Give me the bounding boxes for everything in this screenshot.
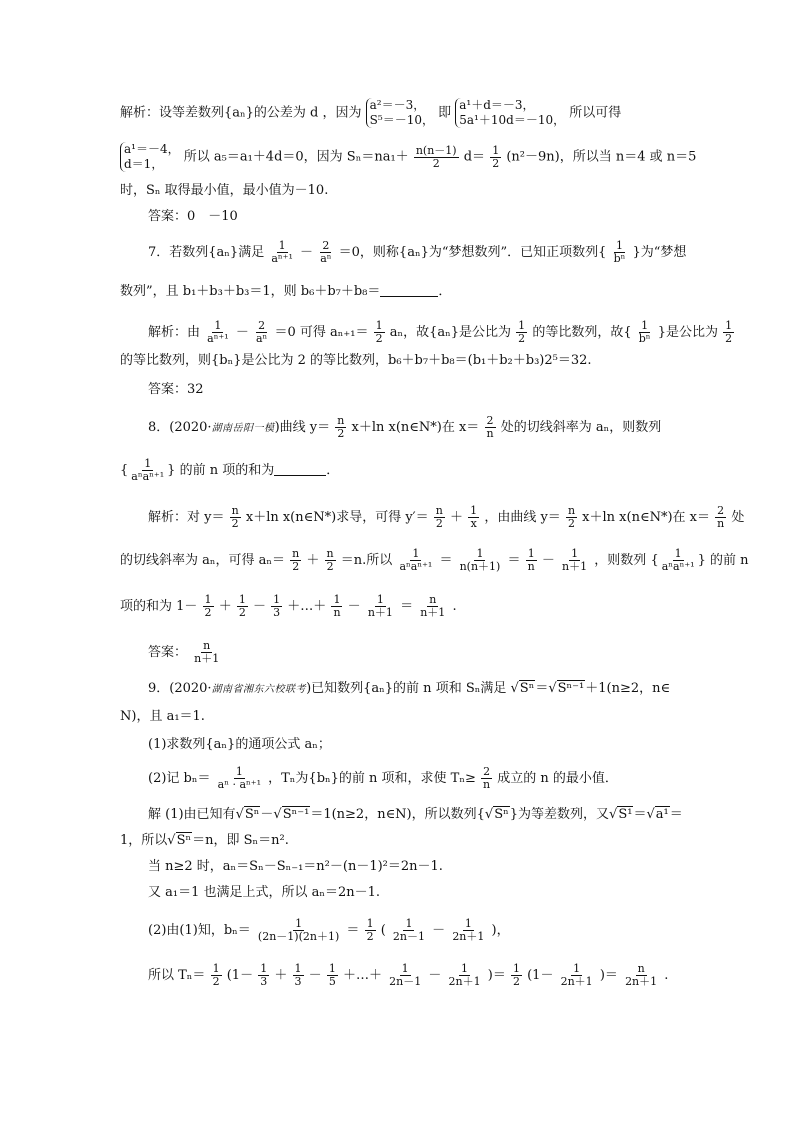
denominator: aⁿ xyxy=(320,252,332,265)
denominator: 2 xyxy=(725,332,733,345)
numerator: 1 xyxy=(615,239,623,252)
numerator: 1 xyxy=(214,319,222,332)
text: ＋ xyxy=(306,553,320,568)
numerator: 1 xyxy=(144,457,152,470)
numerator: 2 xyxy=(486,414,494,427)
text: 解析：由 xyxy=(148,325,201,340)
denominator: 2 xyxy=(492,156,500,170)
denominator: 2n＋1 xyxy=(448,975,481,988)
numerator: n xyxy=(435,504,443,517)
denominator: 2 xyxy=(366,930,374,943)
numerator: 1 xyxy=(518,319,526,332)
denominator: (2n－1)(2n＋1) xyxy=(257,930,340,943)
numerator: 1 xyxy=(527,547,535,560)
sqrt: Sⁿ xyxy=(519,681,535,696)
fraction xyxy=(490,145,501,170)
numerator: n xyxy=(567,504,576,517)
numerator: 1 xyxy=(366,917,374,930)
text: ＝0，则称{aₙ}为“梦想数列”．已知正项数列{ xyxy=(338,245,607,260)
fraction xyxy=(366,594,395,619)
numerator: 1 xyxy=(212,962,220,975)
text: ＝ xyxy=(669,807,683,822)
p9-solution-line-1: 解 (1)由已知有√Sⁿ－√Sⁿ⁻¹＝1(n≥2，n∈N)，所以数列{√Sⁿ}为等差数列，又√S¹＝√a¹＝ xyxy=(148,807,683,822)
text: 解析：设等差数列{aₙ}的公差为 d ，因为 xyxy=(120,105,362,121)
text: 答案： xyxy=(148,645,188,660)
denominator: 2 xyxy=(518,332,526,345)
text: (n²－9n)，所以当 n＝4 或 n＝5 xyxy=(506,149,697,165)
denominator: 2n－1 xyxy=(389,975,422,988)
text: ＝n，即 Sₙ＝n². xyxy=(192,833,289,848)
denominator: aⁿaⁿ⁺¹ xyxy=(661,560,695,573)
fraction xyxy=(560,548,589,573)
text: 答案：32 xyxy=(148,382,204,397)
text: ＝ xyxy=(492,968,506,983)
p9-question-line-1: 9．(2020·湖南省湘东六校联考)已知数列{aₙ}的前 n 项和 Sₙ满足 √Sⁿ＝√Sⁿ⁻¹＋1(n≥2，n∈ xyxy=(148,681,671,696)
text: ＝n.所以 xyxy=(340,553,393,568)
numerator: 1 xyxy=(260,962,268,975)
text: ＝ xyxy=(400,599,414,614)
p9-question-part-2 xyxy=(148,766,618,791)
denominator: n＋1 xyxy=(194,652,220,665)
sqrt: a¹ xyxy=(655,807,669,822)
p7-question-line-1 xyxy=(148,240,686,265)
numerator: 1 xyxy=(725,319,733,332)
fraction xyxy=(723,320,734,345)
text: (2)由(1)知，bₙ＝ xyxy=(148,923,251,938)
denominator: 5 xyxy=(328,975,336,988)
numerator: 1 xyxy=(376,593,384,606)
numerator: 1 xyxy=(512,962,520,975)
fraction xyxy=(397,548,434,573)
text: － xyxy=(252,599,266,614)
fraction xyxy=(511,963,522,988)
denominator: 2n－1 xyxy=(392,930,426,943)
text: ＋…＋ xyxy=(287,599,327,614)
text: x＋ln x(n∈N*)求导，可得 y′＝ xyxy=(245,510,429,525)
text: 的前 n xyxy=(710,553,749,568)
text: 的前 n 项的和为 xyxy=(179,463,275,478)
fraction xyxy=(391,918,427,943)
numerator: n xyxy=(203,639,211,652)
text: 的等比数列，则{bₙ}是公比为 2 的等比数列，b₆＋b₇＋b₈＝(b₁＋b₂＋b₃)2⁵＝32. xyxy=(120,353,592,368)
denominator: 2 xyxy=(512,975,520,988)
p7-solution-line-1 xyxy=(148,320,735,345)
fraction xyxy=(559,963,595,988)
text: ＋ xyxy=(274,968,288,983)
fraction xyxy=(414,145,459,170)
p8-solution-line-2: 的切线斜率为 aₙ，可得 aₙ＝ $\frac{n}{2}$ ＋ $\frac{n}{2}$ ＝n.所以 $\frac{1}{\text{aⁿaⁿ⁺¹}}$ ＝ $\frac{1}{n(n+1)}$ ＝ $\frac{1}{n}$ － $\frac{1}{n+1}$ ，则数列 { $\frac{1}{\text{aⁿaⁿ⁺¹}}$ } 的前 n xyxy=(120,547,749,573)
sqrt: Sⁿ xyxy=(176,833,192,848)
fraction xyxy=(216,766,263,791)
fraction xyxy=(374,320,385,345)
text: ＝0 可得 aₙ₊₁＝ xyxy=(274,325,369,340)
text: d＝1， xyxy=(124,157,164,171)
text: ， xyxy=(496,923,510,938)
text: ，则数列 xyxy=(594,553,647,568)
denominator: n xyxy=(527,560,535,573)
sqrt: Sⁿ xyxy=(494,807,509,822)
numerator: 1 xyxy=(204,593,212,606)
p6-solution-line-1 xyxy=(120,98,621,128)
denominator: 2 xyxy=(326,560,334,573)
fraction xyxy=(318,240,333,265)
p7-solution-line-2 xyxy=(120,352,592,370)
p6-solution-line-2 xyxy=(120,142,696,172)
text: x＋ln x(n∈N*)在 x＝ xyxy=(582,510,710,525)
denominator: 2n＋1 xyxy=(452,930,485,943)
fraction xyxy=(418,594,447,619)
fraction xyxy=(254,320,269,345)
denominator: aⁿ⁺¹ xyxy=(207,332,229,345)
denominator: n xyxy=(483,778,491,791)
p9-solution-line-6: 所以 Tₙ＝ $\frac{1}{2}$ (1－ $\frac{1}{3}$ ＋ $\frac{1}{3}$ － $\frac{1}{5}$ ＋…＋ $\frac{1}{2n-1}$ － $\frac{1}{2n+1}$ )＝ $\frac{1}{2}$ (1－ $\frac{1}{2n+1}$ )＝ $\frac{n}{2n+1}$ . xyxy=(148,962,669,988)
text: 8．(2020· xyxy=(148,420,212,435)
denominator: aⁿ⁺¹ xyxy=(271,252,293,265)
text: ＝ xyxy=(604,968,618,983)
numerator: 1 xyxy=(461,962,469,975)
p9-question-part-1 xyxy=(148,736,331,754)
p9-question-line-2 xyxy=(120,708,205,726)
p7-question-line-2 xyxy=(120,283,451,301)
text: ＝1(n≥2，n∈N)，所以数列{ xyxy=(310,807,485,822)
fraction xyxy=(365,918,376,943)
fraction xyxy=(205,320,231,345)
denominator: 2 xyxy=(567,517,575,530)
text: S⁵＝－10， xyxy=(369,113,434,127)
sqrt: Sⁿ⁻¹ xyxy=(282,807,310,822)
denominator: 2 xyxy=(292,560,300,573)
text: x＋ln x(n∈N*)在 x＝ xyxy=(351,420,480,435)
denominator: n＋1 xyxy=(367,606,393,619)
p9-solution-line-3 xyxy=(148,858,443,876)
fraction xyxy=(387,963,423,988)
text: － xyxy=(235,325,249,340)
p9-solution-line-2: 1，所以√Sⁿ＝n，即 Sₙ＝n². xyxy=(120,833,289,848)
text: 7．若数列{aₙ}满足 xyxy=(148,245,265,260)
sqrt: Sⁿ⁻¹ xyxy=(557,681,585,696)
text: 的等比数列，故{ xyxy=(532,325,632,340)
text: ，Tₙ为{bₙ}的前 n 项和，求使 Tₙ≥ xyxy=(268,771,476,786)
text: － xyxy=(260,807,274,822)
numerator: 1 xyxy=(476,547,484,560)
p6-answer xyxy=(148,208,238,226)
fraction xyxy=(211,963,222,988)
p8-solution-line-1 xyxy=(148,505,744,530)
numerator: n xyxy=(337,414,345,427)
equation-system-1 xyxy=(366,98,434,128)
text: 9．(2020· xyxy=(148,681,212,696)
text: 所以 a₅＝a₁＋4d＝0，因为 Sₙ＝na₁＋ xyxy=(183,149,409,165)
text: ＋ xyxy=(218,599,232,614)
numerator: 1 xyxy=(470,504,478,517)
denominator: 2 xyxy=(238,606,246,619)
denominator: 2 xyxy=(375,332,383,345)
fraction xyxy=(331,594,342,619)
numerator: 1 xyxy=(401,962,409,975)
text: d＝ xyxy=(463,149,486,165)
fraction xyxy=(290,548,301,573)
denominator: bⁿ xyxy=(638,332,651,345)
denominator: 3 xyxy=(294,975,302,988)
p7-answer xyxy=(148,381,204,399)
text: N)，且 a₁＝1. xyxy=(120,709,205,724)
text: 当 n≥2 时，aₙ＝Sₙ－Sₙ₋₁＝n²－(n－1)²＝2n－1. xyxy=(148,859,443,874)
text: － xyxy=(300,245,314,260)
text: － xyxy=(428,968,442,983)
text: － xyxy=(541,553,555,568)
denominator: 3 xyxy=(273,606,281,619)
denominator: n(n＋1) xyxy=(459,560,501,573)
numerator: n xyxy=(231,504,239,517)
denominator: aⁿaⁿ⁺¹ xyxy=(399,560,433,573)
denominator: n xyxy=(333,606,341,619)
text: 所以 Tₙ＝ xyxy=(148,968,206,983)
text: . xyxy=(452,599,457,614)
fraction xyxy=(230,505,241,530)
text: 解 (1)由已知有 xyxy=(148,807,236,822)
denominator: 3 xyxy=(260,975,268,988)
text: － xyxy=(308,968,322,983)
fraction xyxy=(715,505,726,530)
denominator: aⁿaⁿ⁺¹ xyxy=(131,470,165,483)
text: ． xyxy=(438,284,452,299)
fraction xyxy=(447,963,483,988)
denominator: n xyxy=(486,427,494,440)
text: 成立的 n 的最小值． xyxy=(497,771,618,786)
fraction xyxy=(271,594,282,619)
numerator: 1 xyxy=(405,917,413,930)
denominator: bⁿ xyxy=(613,252,626,265)
fraction xyxy=(258,963,269,988)
text: 5a¹＋10d＝－10， xyxy=(459,113,566,127)
text: )曲线 y＝ xyxy=(274,420,331,435)
fraction xyxy=(637,320,653,345)
text: 又 a₁＝1 也满足上式，所以 aₙ＝2n－1. xyxy=(148,885,381,900)
text: 即 xyxy=(438,105,452,121)
fraction xyxy=(335,415,346,440)
text: }是公比为 xyxy=(657,325,718,340)
text: 解析：对 y＝ xyxy=(148,510,225,525)
text: }为“梦想 xyxy=(632,245,687,260)
numerator: 1 xyxy=(278,239,286,252)
denominator: 2 xyxy=(204,606,212,619)
text: . xyxy=(664,968,669,983)
fraction xyxy=(623,963,659,988)
fraction xyxy=(526,548,537,573)
denominator: n xyxy=(717,517,725,530)
fraction xyxy=(256,918,341,943)
text: ＝ xyxy=(346,923,360,938)
text: 数列”，且 b₁＋b₃＋b₃＝1，则 b₆＋b₇＋b₈＝ xyxy=(120,284,381,299)
text: ，由曲线 y＝ xyxy=(484,510,561,525)
numerator: 1 xyxy=(295,917,303,930)
text: ＋…＋ xyxy=(342,968,382,983)
fraction xyxy=(660,548,697,573)
source-tag: 湖南省湘东六校联考 xyxy=(211,684,307,695)
text: a¹＝－4， xyxy=(124,142,180,156)
text: ． xyxy=(326,463,340,478)
text: － xyxy=(432,923,446,938)
p9-solution-line-5: (2)由(1)知，bₙ＝ $\frac{1}{(2n-1)(2n+1)}$ ＝ $\frac{1}{2}$ ( $\frac{1}{2n-1}$ － $\frac{1}{2n+1}$ )， xyxy=(148,917,510,943)
text: (1)求数列{aₙ}的通项公式 aₙ； xyxy=(148,737,331,752)
fraction xyxy=(458,548,503,573)
denominator: aⁿ · aⁿ⁺¹ xyxy=(217,778,261,791)
denominator: x xyxy=(470,517,477,530)
numerator: 1 xyxy=(571,547,579,560)
numerator: 2 xyxy=(717,504,725,517)
text: a¹＋d＝－3， xyxy=(459,98,535,112)
numerator: n xyxy=(429,593,437,606)
text: ＝ xyxy=(439,553,453,568)
text: ＋ xyxy=(450,510,464,525)
numerator: 1 xyxy=(674,547,682,560)
text: 时，Sₙ 取得最小值，最小值为－10. xyxy=(120,183,329,198)
fraction xyxy=(516,320,527,345)
p8-solution-line-3 xyxy=(120,594,457,619)
denominator: n＋1 xyxy=(562,560,588,573)
denominator: 2 xyxy=(337,427,345,440)
text: 答案：0 －10 xyxy=(148,209,238,224)
denominator: 2n＋1 xyxy=(560,975,593,988)
denominator: 2 xyxy=(435,517,443,530)
numerator: 2 xyxy=(322,239,330,252)
text: }为等差数列，又 xyxy=(509,807,610,822)
fraction xyxy=(327,963,338,988)
denominator: 2 xyxy=(212,975,220,988)
text: 处的切线斜率为 aₙ，则数列 xyxy=(500,420,662,435)
fraction xyxy=(566,505,577,530)
numerator: n xyxy=(637,962,645,975)
text: 的切线斜率为 aₙ，可得 aₙ＝ xyxy=(120,553,286,568)
fraction xyxy=(450,918,486,943)
p6-solution-line-3 xyxy=(120,182,328,200)
equation-system-3 xyxy=(120,142,180,172)
fraction xyxy=(237,594,248,619)
numerator: n xyxy=(292,547,300,560)
fraction xyxy=(434,505,445,530)
fraction xyxy=(293,963,304,988)
equation-system-2 xyxy=(455,98,565,128)
text: 所以可得 xyxy=(569,105,622,121)
numerator: 1 xyxy=(375,319,383,332)
numerator: 2 xyxy=(483,765,491,778)
text: ＝ xyxy=(633,807,647,822)
p8-question-line-2: { $\frac{1}{\text{aⁿaⁿ⁺¹}}$ } 的前 n 项的和为 ． xyxy=(120,457,340,483)
numerator: 1 xyxy=(464,917,472,930)
p8-question-line-1 xyxy=(148,415,661,440)
numerator: 1 xyxy=(333,593,341,606)
text: a²＝－3， xyxy=(369,98,426,112)
numerator: 1 xyxy=(328,962,336,975)
numerator: 2 xyxy=(258,319,266,332)
numerator: 1 xyxy=(573,962,581,975)
text: 项的和为 1－ xyxy=(120,599,198,614)
fraction xyxy=(129,458,166,483)
fraction xyxy=(269,240,295,265)
fraction xyxy=(468,505,479,530)
numerator: 1 xyxy=(238,593,246,606)
numerator: 1 xyxy=(492,143,500,157)
text: )已知数列{aₙ}的前 n 项和 Sₙ满足 xyxy=(306,681,507,696)
p8-answer xyxy=(148,640,222,665)
denominator: 2 xyxy=(231,517,239,530)
fraction xyxy=(203,594,214,619)
denominator: n＋1 xyxy=(420,606,446,619)
numerator: 1 xyxy=(235,765,243,778)
p9-solution-line-4 xyxy=(148,884,380,902)
sqrt: S¹ xyxy=(618,807,633,822)
text: ＝ xyxy=(507,553,521,568)
answer-blank xyxy=(380,284,438,297)
fraction xyxy=(192,640,221,665)
text: 1－ xyxy=(231,968,254,983)
text: 1，所以 xyxy=(120,833,168,848)
fraction xyxy=(481,766,492,791)
text: ＝ xyxy=(535,681,549,696)
numerator: 1 xyxy=(273,593,281,606)
text: ＋1(n≥2，n∈ xyxy=(585,681,671,696)
text: aₙ，故{aₙ}是公比为 xyxy=(389,325,512,340)
denominator: 2 xyxy=(432,156,440,170)
denominator: 2n＋1 xyxy=(625,975,658,988)
fraction xyxy=(612,240,628,265)
source-tag: 湖南岳阳一模 xyxy=(211,423,275,434)
numerator: 1 xyxy=(294,962,302,975)
numerator: n xyxy=(326,547,334,560)
text: － xyxy=(347,599,361,614)
numerator: 1 xyxy=(641,319,649,332)
numerator: n(n－1) xyxy=(415,143,457,157)
text: (2)记 bₙ＝ xyxy=(148,771,211,786)
fraction xyxy=(325,548,336,573)
answer-blank xyxy=(274,463,326,476)
numerator: 1 xyxy=(412,547,420,560)
fraction xyxy=(484,415,495,440)
denominator: aⁿ xyxy=(256,332,268,345)
sqrt: Sⁿ xyxy=(244,807,260,822)
text: 处 xyxy=(731,510,745,525)
